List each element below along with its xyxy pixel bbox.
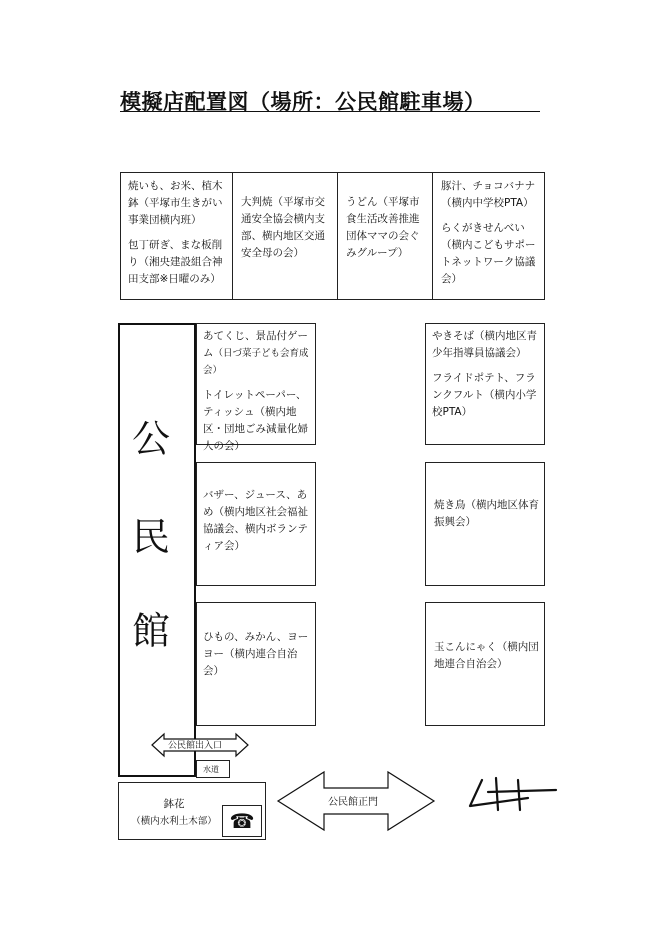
stall-org: （横内地区社会福祉協議会、横内ボランティア会）	[203, 506, 308, 552]
stall-name: あてくじ、景品付ゲーム	[203, 330, 308, 359]
stall-name: 玉こんにゃく	[434, 641, 497, 653]
stall-org: （平塚市交通安全協会横内支部、横内地区交通安全母の会）	[241, 196, 325, 259]
main-gate-label: 公民館正門	[328, 797, 378, 808]
stall-right-2	[425, 462, 545, 586]
stall-name: トイレットペーパー、ティッシュ	[203, 389, 307, 418]
stall-name: うどん	[346, 196, 378, 208]
stall-top-2	[235, 172, 337, 300]
stall-name: やきそば	[432, 330, 474, 342]
phone-icon: ☎	[229, 809, 255, 833]
stall-name: バザー、ジュース、あめ	[203, 489, 308, 518]
stall-name: 焼いも、お米、植木鉢	[128, 180, 223, 209]
stall-name: 豚汁、チョコバナナ	[441, 180, 536, 192]
phone-box	[222, 805, 262, 837]
stall-org: （平塚市生きがい事業団横内班）	[128, 197, 223, 226]
title-underline	[120, 111, 540, 112]
stall-right-3	[425, 602, 545, 726]
water-tap	[196, 760, 230, 778]
hall-char-2: 民	[132, 515, 171, 559]
stall-top-1	[122, 172, 232, 300]
stall-org: （横内こどもサポートネットワーク協議会）	[441, 239, 536, 285]
stall-name: フライドポテト、フランクフルト	[432, 372, 536, 401]
stall-org: （横内団地連合自治会）	[434, 641, 539, 670]
stall-org: （横内地区青少年指導員協議会）	[432, 330, 537, 359]
top-row-divider-1	[232, 172, 233, 300]
stall-name: 大判焼	[241, 196, 273, 208]
stall-flowers-text	[124, 796, 224, 830]
stall-org: （横内中学校PTA）	[441, 197, 534, 209]
hall-char-1: 公	[132, 417, 171, 461]
stall-org: （横内小学校PTA）	[432, 389, 537, 418]
top-row-divider-2	[337, 172, 338, 300]
water-tap-label: 水道	[203, 765, 219, 774]
stall-org: （平塚市食生活改善推進団体ママの会ぐみグループ）	[346, 196, 420, 259]
stall-org: （横内地区体育振興会）	[434, 499, 539, 528]
top-row-divider-3	[432, 172, 433, 300]
stall-org: （横内水利土木部）	[131, 816, 217, 827]
stall-left-3	[196, 602, 316, 726]
stall-name: 包丁研ぎ、まな板削り	[128, 239, 223, 268]
stall-top-3	[340, 172, 432, 300]
stall-name: ひもの、みかん、ヨーヨー	[203, 631, 309, 660]
stall-name: 焼き鳥	[434, 499, 466, 511]
stall-name: らくがきせんべい	[441, 222, 525, 234]
stall-name: 鉢花	[163, 798, 185, 810]
stall-org: （横内連合自治会）	[203, 648, 298, 677]
stall-left-2	[196, 462, 316, 586]
hall-char-3: 館	[132, 609, 171, 653]
stall-right-1	[425, 323, 545, 445]
stall-org: （日づ菜子ども会育成会）	[203, 348, 309, 376]
stall-org: （横内地区・団地ごみ減量化婦人の会）	[203, 406, 308, 452]
stall-top-4	[435, 172, 545, 300]
hall-entrance-label: 公民館出入口	[168, 741, 223, 751]
north-mark-icon	[468, 776, 560, 812]
page-title: 模擬店配置図（場所：公民館駐車場）	[120, 90, 486, 114]
stall-org: （湘央建設組合神田支部※日曜のみ）	[128, 256, 223, 285]
stall-left-1	[196, 323, 316, 452]
